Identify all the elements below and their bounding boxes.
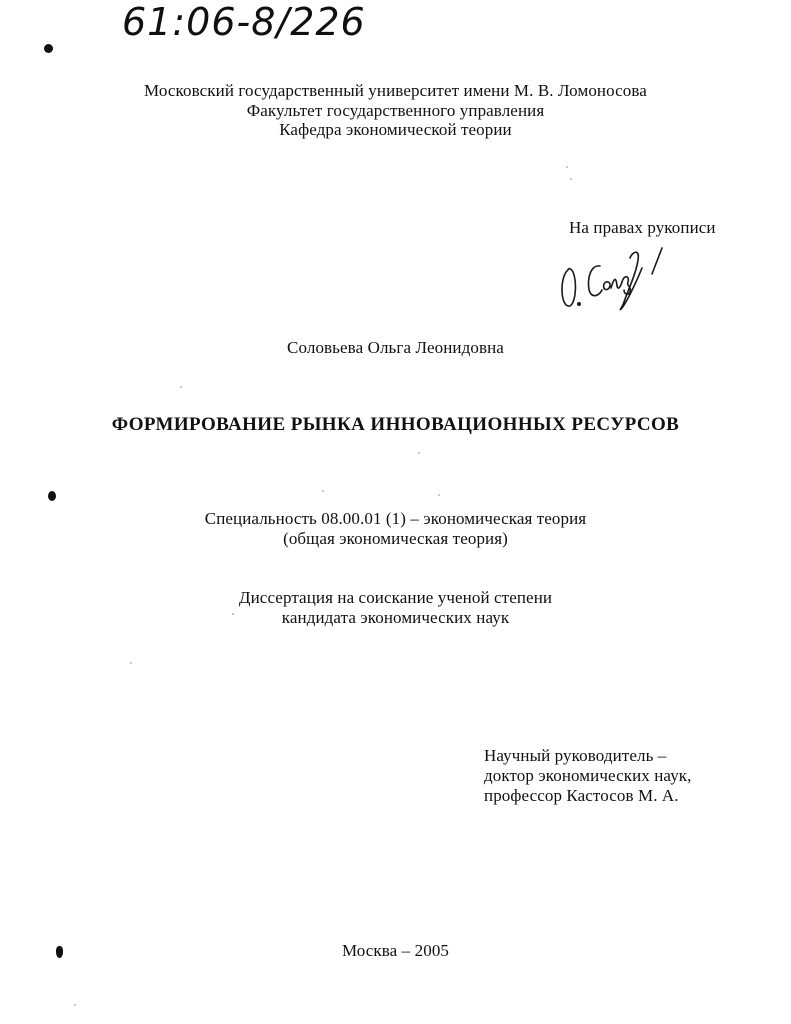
punch-hole-top	[44, 44, 53, 53]
scan-speck	[322, 490, 324, 492]
supervisor-name: профессор Кастосов М. А.	[484, 786, 679, 805]
scan-speck	[418, 452, 420, 454]
manuscript-rights-note: На правах рукописи	[569, 218, 716, 237]
scan-speck	[566, 166, 568, 168]
scan-speck	[570, 178, 572, 180]
scan-speck	[74, 1004, 76, 1006]
degree-subline: кандидата экономических наук	[281, 608, 510, 627]
supervisor-label: Научный руководитель –	[484, 746, 667, 765]
author-signature	[558, 238, 678, 316]
scan-speck	[232, 613, 234, 615]
degree-line: Диссертация на соискание ученой степени	[238, 588, 553, 607]
university-name: Московский государственный университет имени М. В. Ломоносова	[144, 81, 647, 100]
punch-hole-middle	[48, 491, 56, 501]
faculty-name: Факультет государственного управления	[246, 101, 545, 120]
supervisor-degree: доктор экономических наук,	[484, 766, 692, 785]
scan-speck	[130, 662, 132, 664]
city-year: Москва – 2005	[341, 941, 450, 960]
thesis-title: ФОРМИРОВАНИЕ РЫНКА ИННОВАЦИОННЫХ РЕСУРСОВ	[111, 414, 680, 435]
specialty-subline: (общая экономическая теория)	[283, 529, 508, 548]
scan-speck	[180, 386, 182, 388]
handwritten-archive-code: 61:06-8/226	[122, 0, 366, 44]
department-name: Кафедра экономической теории	[279, 120, 512, 139]
specialty-line: Специальность 08.00.01 (1) – экономическая теория	[204, 509, 587, 528]
scan-speck	[438, 494, 440, 496]
author-name: Соловьева Ольга Леонидовна	[287, 338, 504, 357]
